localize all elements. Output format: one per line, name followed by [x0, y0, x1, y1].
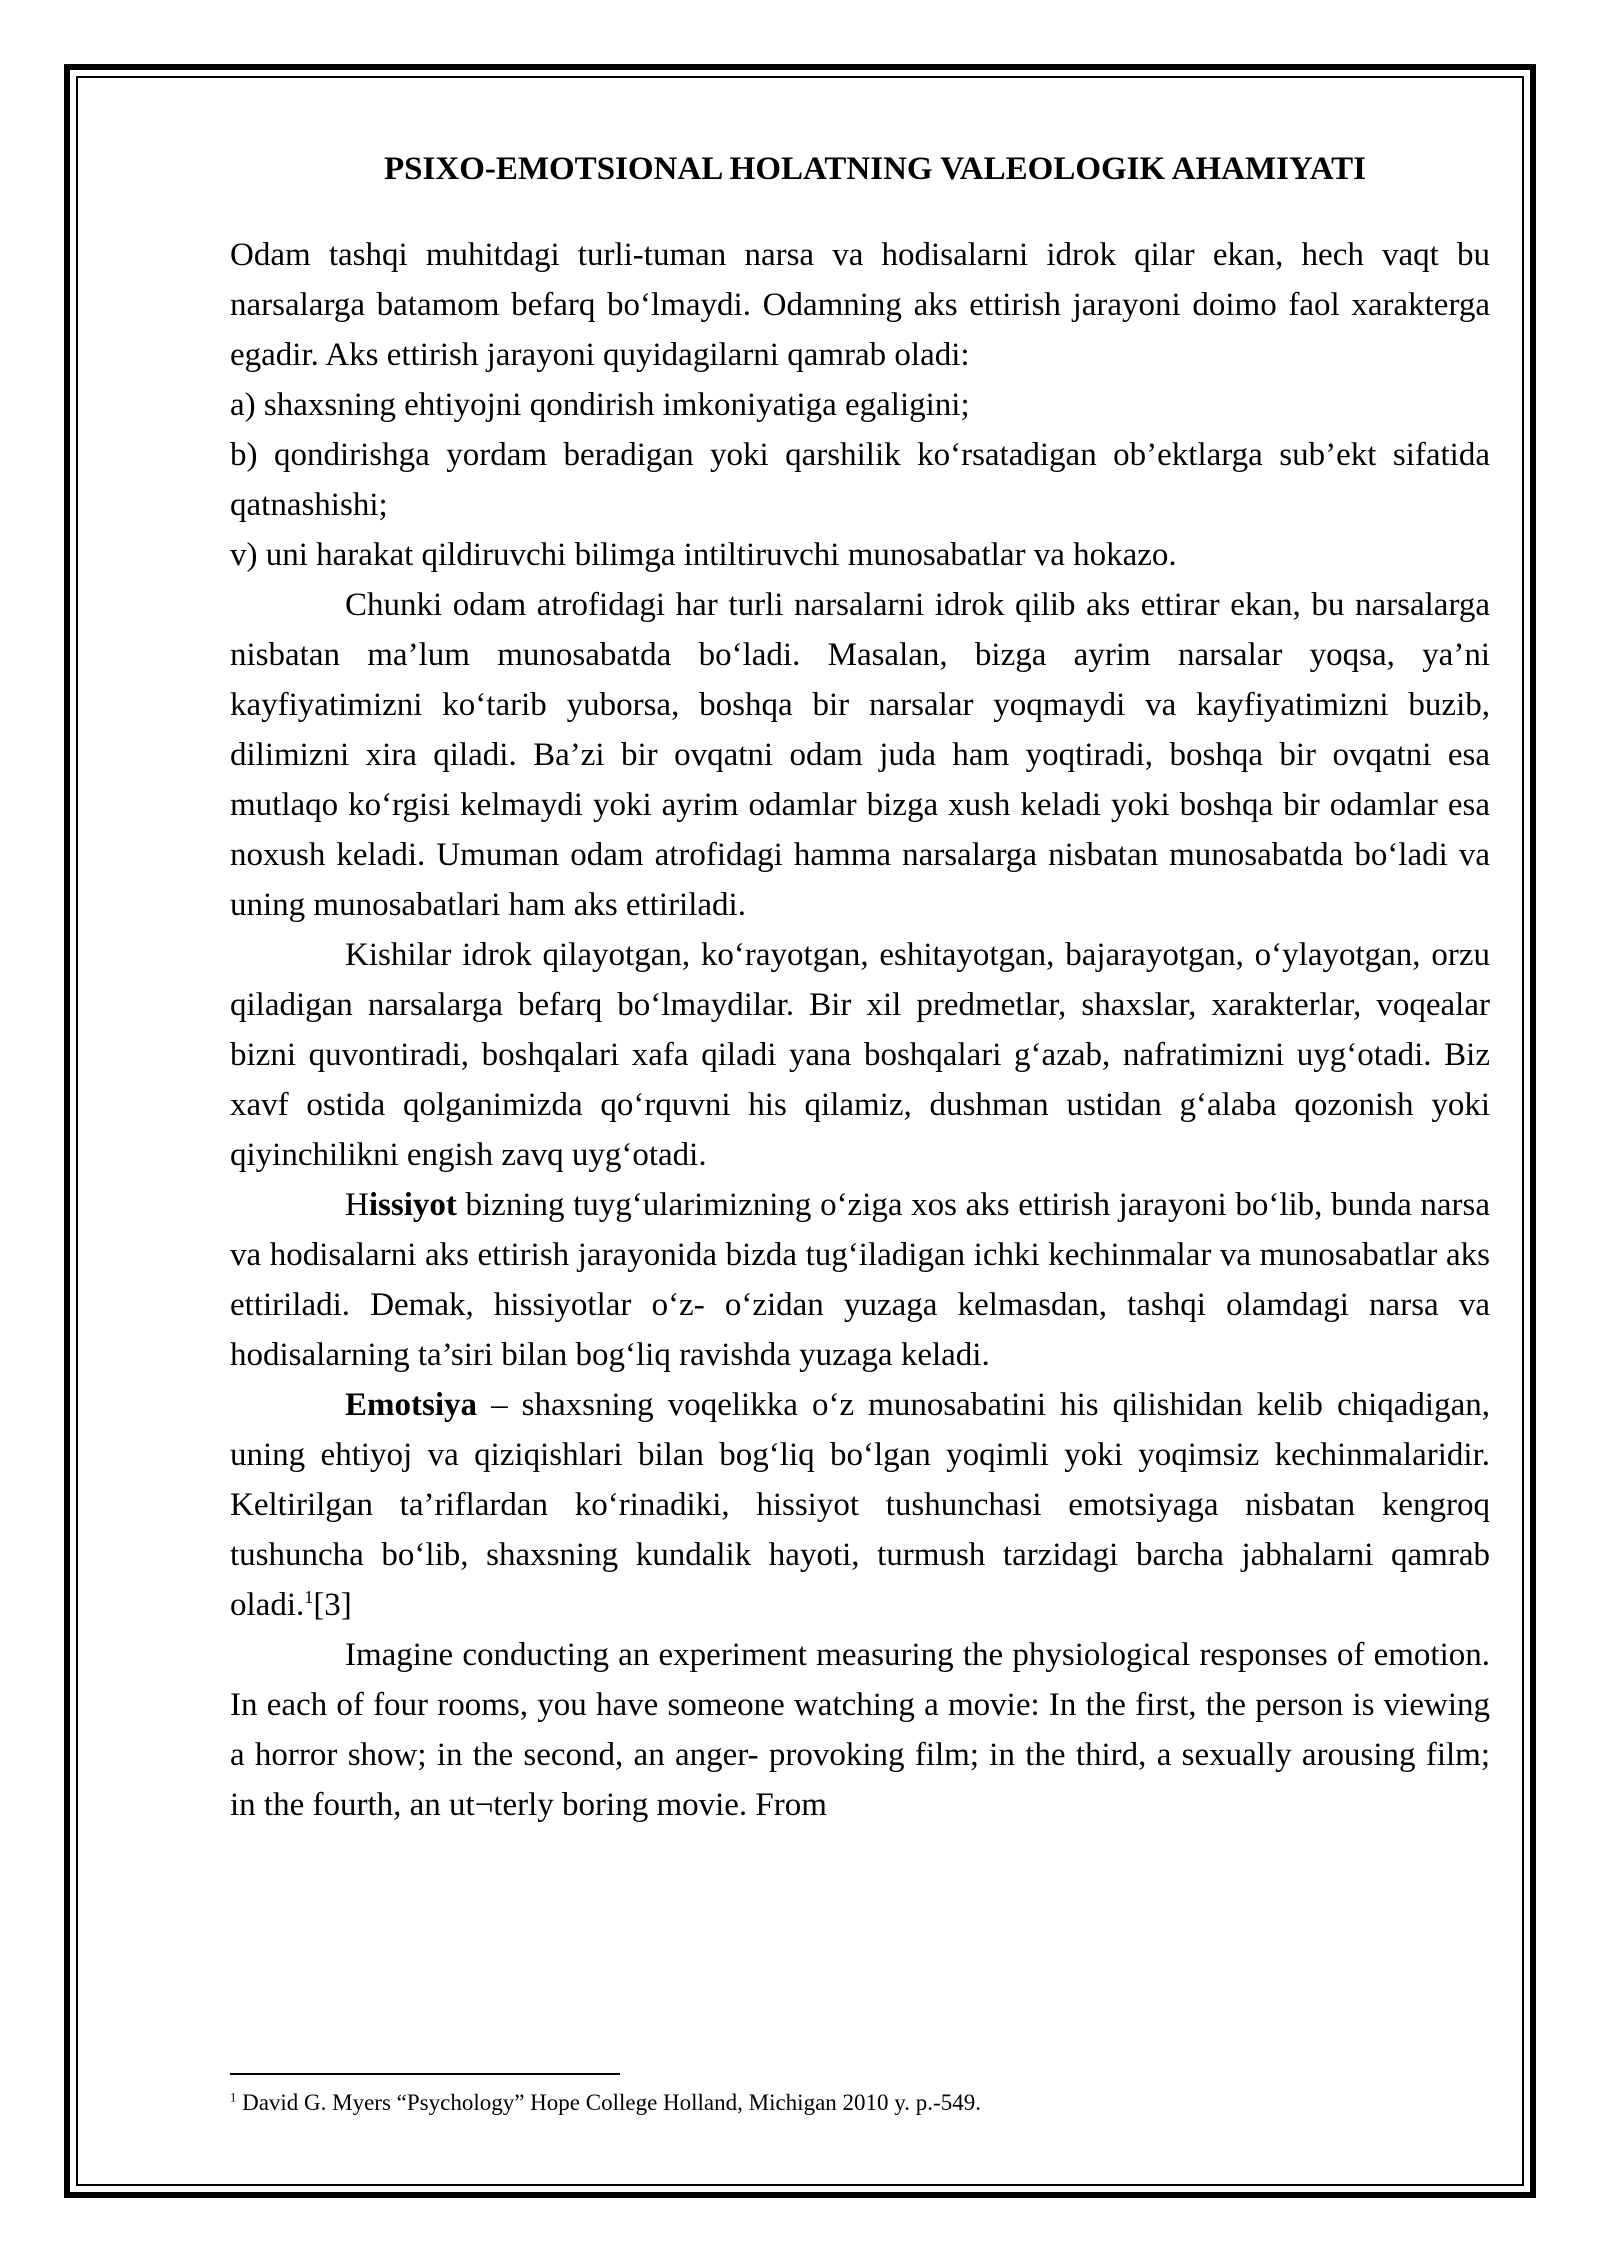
footnote — [230, 2083, 1490, 2123]
footnote-mark: 1 — [230, 2090, 237, 2105]
document-body — [230, 150, 1490, 1830]
footnote-separator — [230, 2073, 620, 2075]
hissiyot-term: issiyot — [368, 1186, 457, 1223]
document-title: PSIXO-EMOTSIONAL HOLATNING VALEOLOGIK AHAMIYATI — [384, 151, 1366, 187]
list-item-a: a) shaxsning ehtiyojni qondirish imkoniyatiga egaligini; — [230, 386, 970, 423]
emotsiya-term: Emotsiya — [345, 1386, 477, 1423]
paragraph-4-text: – shaxsning voqelikka o‘z munosabatini his qilishidan kelib chiqadigan, uning ehtiyoj va qiziqishlari bilan bog‘liq bo‘lgan yoqimli yoki yoqimsiz kechinmalaridir. Keltirilgan ta’riflardan ko‘rinadiki, hissiyot tushunchasi emotsiyaga nisbatan kengroq tushuncha bo‘lib, shaxsning kundalik hayoti, turmush tarzidagi barcha jabhalarni qamrab oladi. — [230, 1386, 1490, 1623]
main-text — [230, 230, 1490, 1830]
list-item-v: v) uni harakat qildiruvchi bilimga intiltiruvchi munosabatlar va hokazo. — [230, 536, 1177, 573]
footnote-text: David G. Myers “Psychology” Hope College Holland, Michigan 2010 y. p.-549. — [236, 2090, 981, 2115]
hissiyot-lead-letter: H — [345, 1186, 369, 1223]
footnote-reference[interactable]: 1 — [304, 1586, 314, 1607]
paragraph-2: Kishilar idrok qilayotgan, ko‘rayotgan, eshitayotgan, bajarayotgan, o‘ylayotgan, orzu qiladigan narsalarga befarq bo‘lmaydilar. Bir xil predmetlar, shaxslar, xarakterlar, voqealar bizni quvontiradi, boshqalari xafa qiladi yana boshqalari g‘azab, nafratimizni uyg‘otadi. Biz xavf ostida qolganimizda qo‘rquvni his qilamiz, dushman ustidan g‘alaba qozonish yoki qiyinchilikni engish zavq uyg‘otadi. — [230, 936, 1490, 1173]
intro-paragraph: Odam tashqi muhitdagi turli-tuman narsa va hodisalarni idrok qilar ekan, hech vaqt bu narsalarga batamom befarq bo‘lmaydi. Odamning aks ettirish jarayoni doimo faol xarakterga egadir. Aks ettirish jarayoni quyidagilarni qamrab oladi: — [230, 236, 1490, 373]
paragraph-4 — [230, 1380, 1490, 1630]
list-item-b: b) qondirishga yordam beradigan yoki qarshilik ko‘rsatadigan ob’ektlarga sub’ekt sifatida qatnashishi; — [230, 436, 1490, 523]
paragraph-3-text: bizning tuyg‘ularimizning o‘ziga xos aks ettirish jarayoni bo‘lib, bunda narsa va hodisalarni aks ettirish jarayonida bizda tug‘iladigan ichki kechinmalar va munosabatlar aks ettiriladi. Demak, hissiyotlar o‘z- o‘zidan yuzaga kelmasdan, tashqi olamdagi narsa va hodisalarning ta’siri bilan bog‘liq ravishda yuzaga keladi. — [230, 1186, 1490, 1373]
paragraph-5: Imagine conducting an experiment measuring the physiological responses of emotion. In each of four rooms, you have someone watching a movie: In the first, the person is viewing a horror show; in the second, an anger- provoking film; in the third, a sexually arousing film; in the fourth, an ut¬terly boring movie. From — [230, 1636, 1490, 1823]
citation-reference: [3] — [313, 1586, 352, 1623]
paragraph-3 — [230, 1180, 1490, 1380]
paragraph-1: Chunki odam atrofidagi har turli narsalarni idrok qilib aks ettirar ekan, bu narsalarga nisbatan ma’lum munosabatda bo‘ladi. Masalan, bizga ayrim narsalar yoqsa, ya’ni kayfiyatimizni ko‘tarib yuborsa, boshqa bir narsalar yoqmaydi va kayfiyatimizni buzib, dilimizni xira qiladi. Ba’zi bir ovqatni odam juda ham yoqtiradi, boshqa bir ovqatni esa mutlaqo ko‘rgisi kelmaydi yoki ayrim odamlar bizga xush keladi yoki boshqa bir odamlar esa noxush keladi. Umuman odam atrofidagi hamma narsalarga nisbatan munosabatda bo‘ladi va uning munosabatlari ham aks ettiriladi. — [230, 586, 1490, 923]
